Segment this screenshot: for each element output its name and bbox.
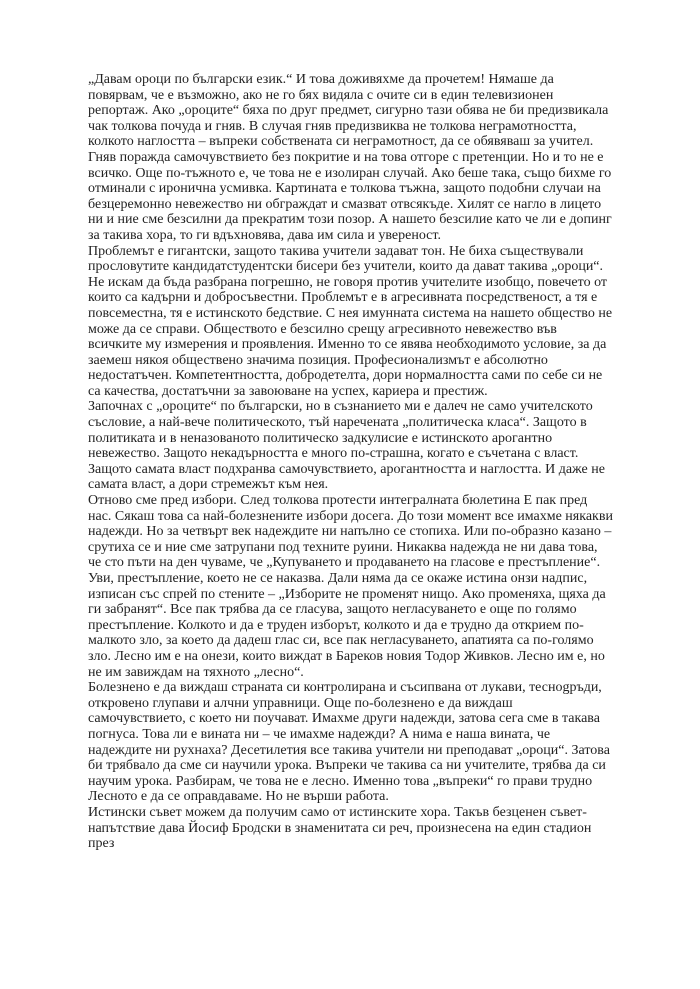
paragraph-2: Проблемът е гигантски, защото такива учители задават тон. Не биха съществували прословутите кандидатстудентски бисери без учители, които да дават такива „ороци“. Не искам да бъда разбрана погрешно, не говоря против учителите изобщо, повечето от които са кадърни и добросъвестни. Проблемът е в агресивната посредственост, а тя е повсеместна, тя е истинското бедствие. С нея имунната система на нашето общество не може да се справи. Обществото е безсилно срещу агресивното невежество във всичките му измерения и проявления. Именно то се явява необходимото условие, за да заемеш някоя обществено значима позиция. Професионализмът е абсолютно недостатъчен. Компетентността, добродетелта, дори нормалността сами по себе си не са качества, достатъчни за завоюване на успех, кариера и престиж. (88, 243, 613, 399)
paragraph-4: Отново сме пред избори. След толкова протести интегралната бюлетина Е пак пред нас. Сякаш това са най-болезнените избори досега. До този момент все имахме някакви надежди. Но за четвърт век надеждите ни напълно се стопиха. Или по-образно казано – срутиха се и ние сме затрупани под техните руини. Никаква надежда не ни дава това, че сто пъти на ден чуваме, че „Купуването и продаването на гласове е престъпление“. Уви, престъпление, което не се наказва. Дали няма да се окаже истина онзи надпис, изписан със спрей по стените – „Изборите не променят нищо. Ако променяха, щяха да ги забранят“. Все пак трябва да се гласува, защото негласуването е още по голямо престъпление. Колкото и да е труден изборът, колкото и да е трудно да открием по-малкото зло, за което да дадеш глас си, все пак негласуването, апатията са по-голямо зло. Лесно им е на онези, които виждат в Бареков новия Тодор Живков. Лесно им е, но не им завиждам на тяхното „лесно“. (88, 493, 613, 680)
paragraph-6: Истински съвет можем да получим само от истинските хора. Такъв безценен съвет-напътствие дава Йосиф Бродски в знаменитата си реч, произнесена на един стадион през (88, 804, 592, 852)
paragraph-3: Започнах с „ороците“ по български, но в съзнанието ми е далеч не само учителското съсловие, а най-вече политическото, тъй наречената „политическа класа“. Защото в политиката и в неназованото политическо задкулисие е истинското арогантно невежество. Защото некадърността е много по-страшна, когато е съчетана с власт. Защото самата власт подхранва самочувствието, арогантността и наглостта. И даже не самата власт, а дори стремежът към нея. (88, 399, 605, 493)
paragraph-5: Болезнено е да виждаш страната си контролирана и съсипвана от лукави, теснogръди, откровено глупави и алчни управници. Още по-болезнено е да виждаш самочувствието, с което ни поучават. Имахме други надежди, затова сега сме в такава погнуса. Това ли е вината ни – че имахме надежди? А нима е наша вината, че надеждите ни рухнаха? Десетилетия все такива учители ни преподават „ороци“. Затова би трябвало да сме си научили урока. Въпреки че такива са ни учителите, трябва да си научим урока. Разбирам, че това не е лесно. Именно това „въпреки“ го прави трудно Лесното е да се оправдаваме. Но не върши работа. (88, 680, 610, 805)
article-body (88, 72, 613, 852)
paragraph-1: „Давам ороци по български език.“ И това доживяхме да прочетем! Нямаше да повярвам, че е възможно, ако не го бях видяла с очите си в един телевизионен репортаж. Ако „ороците“ бяха по друг предмет, сигурно тази обява не би предизвикала чак толкова почуда и гняв. В случая гняв предизвиква не толкова неграмотността, колкото наглостта – въпреки собствената си неграмотност, да се обявяваш за учител. Гняв поражда самочувствието без покритие и на това отгоре с претенции. Но и то не е всичко. Още по-тъжното е, че това не е изолиран случай. Ако беше така, също бихме го отминали с иронична усмивка. Картината е толкова тъжна, защото подобни случаи на безцеремонно невежество ни обграждат и смазват отвсякъде. Хилят се нагло в лицето ни и ние сме безсилни да прекратим този позор. А нашето безсилие като че ли е допинг за такива хора, то ги вдъхновява, дава им сила и увереност. (88, 72, 612, 243)
